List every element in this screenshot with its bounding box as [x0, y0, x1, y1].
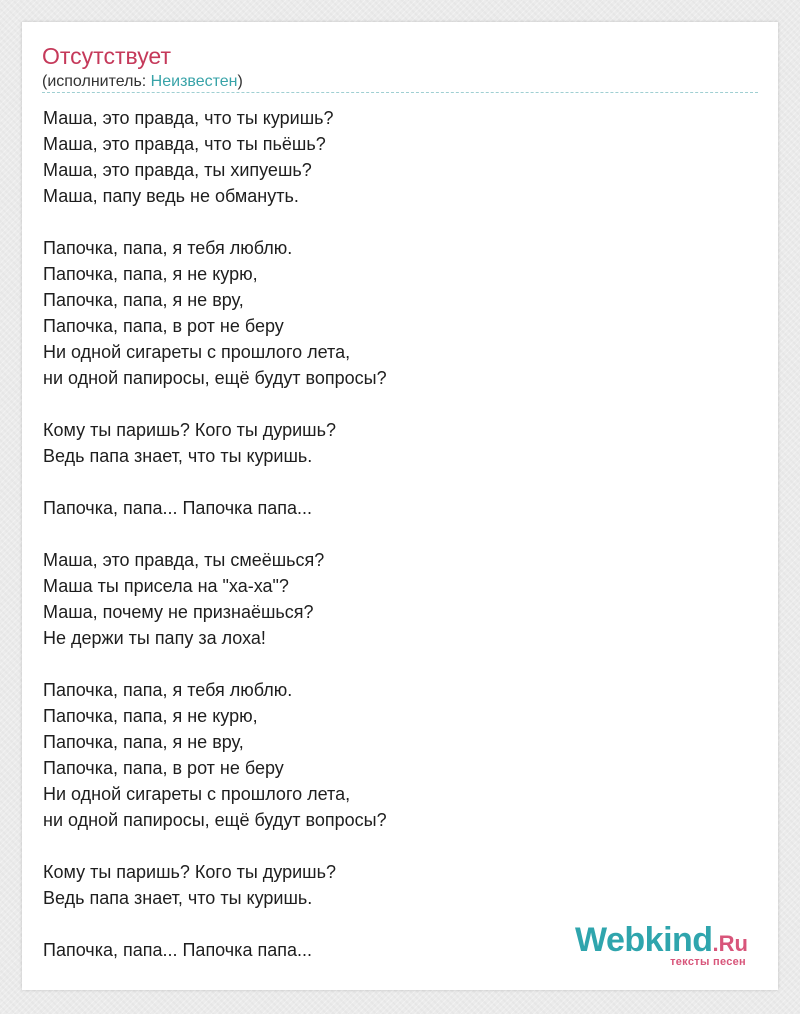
lyrics-stanza: [43, 235, 743, 391]
lyrics-stanza: [43, 859, 743, 911]
lyrics-line: Маша, папу ведь не обмануть.: [43, 186, 299, 206]
lyrics-line: Папочка, папа, я не вру,: [43, 732, 244, 752]
lyrics-line: Папочка, папа, в рот не беру: [43, 316, 284, 336]
lyrics-line: Кому ты паришь? Кого ты дуришь?: [43, 862, 336, 882]
lyrics-stanza: [43, 105, 743, 209]
lyrics-card: [22, 22, 778, 990]
lyrics-line: Ведь папа знает, что ты куришь.: [43, 446, 313, 466]
artist-line: [42, 72, 243, 91]
logo-tld-text: .Ru: [712, 931, 748, 956]
lyrics-line: Папочка, папа, я тебя люблю.: [43, 680, 293, 700]
lyrics-line: Маша, почему не признаёшься?: [43, 602, 314, 622]
lyrics-line: Маша, это правда, что ты куришь?: [43, 108, 334, 128]
lyrics-line: Папочка, папа, я не вру,: [43, 290, 244, 310]
lyrics-line: Папочка, папа, я тебя люблю.: [43, 238, 293, 258]
lyrics-line: Ведь папа знает, что ты куришь.: [43, 888, 313, 908]
lyrics-line: Ни одной сигареты с прошлого лета,: [43, 342, 351, 362]
lyrics-line: Папочка, папа, я не курю,: [43, 706, 258, 726]
lyrics-line: Папочка, папа, в рот не беру: [43, 758, 284, 778]
lyrics-line: ни одной папиросы, ещё будут вопросы?: [43, 810, 387, 830]
lyrics-stanza: [43, 547, 743, 651]
site-logo[interactable]: [558, 922, 748, 972]
lyrics-stanza: [43, 495, 743, 521]
lyrics-body: [43, 105, 743, 989]
lyrics-line: Маша ты присела на "ха-ха"?: [43, 576, 289, 596]
logo-main-text: Webkind: [575, 921, 713, 959]
lyrics-line: Не держи ты папу за лоха!: [43, 628, 266, 648]
lyrics-stanza: [43, 417, 743, 469]
lyrics-stanza: [43, 677, 743, 833]
lyrics-line: Кому ты паришь? Кого ты дуришь?: [43, 420, 336, 440]
lyrics-line: Маша, это правда, ты хипуешь?: [43, 160, 312, 180]
artist-link[interactable]: Неизвестен: [150, 73, 238, 90]
lyrics-line: Папочка, папа... Папочка папа...: [43, 940, 312, 960]
logo-subtitle: тексты песен: [670, 956, 746, 968]
artist-suffix: ): [237, 73, 243, 90]
title-divider: [42, 92, 758, 93]
song-title: Отсутствует: [42, 43, 171, 69]
lyrics-line: Ни одной сигареты с прошлого лета,: [43, 784, 351, 804]
lyrics-line: ни одной папиросы, ещё будут вопросы?: [43, 368, 387, 388]
lyrics-line: Папочка, папа, я не курю,: [43, 264, 258, 284]
lyrics-line: Маша, это правда, ты смеёшься?: [43, 550, 325, 570]
lyrics-line: Маша, это правда, что ты пьёшь?: [43, 134, 326, 154]
artist-prefix: (исполнитель:: [42, 73, 151, 90]
lyrics-line: Папочка, папа... Папочка папа...: [43, 498, 312, 518]
